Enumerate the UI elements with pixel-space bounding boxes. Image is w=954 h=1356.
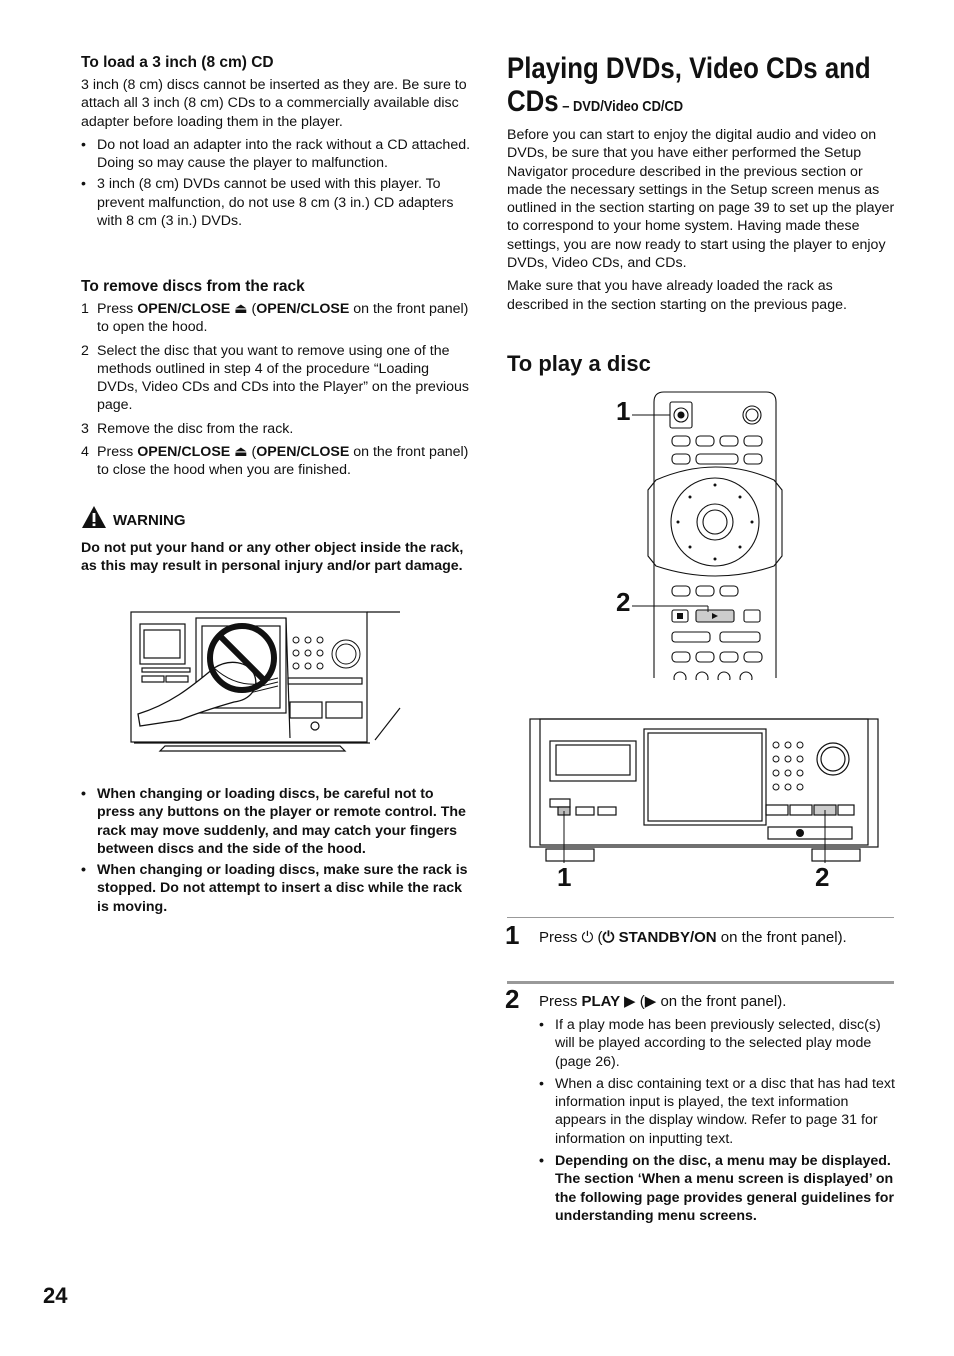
list-item: • When a disc containing text or a disc that has had text information input is played, the text information appears in the display window. Refer to page 31 for information on inputting text. (539, 1075, 895, 1147)
step-item: 4 Press OPEN/CLOSE ⏏ (OPEN/CLOSE on the front panel) to close the hood when you are finished. (81, 444, 469, 479)
load-3inch-heading: To load a 3 inch (8 cm) CD (81, 54, 274, 71)
play-disc-heading: To play a disc (507, 351, 651, 376)
list-item: • Do not load an adapter into the rack without a CD attached. Doing so may cause the player to malfunction. (81, 136, 471, 172)
step-item: 1 Press OPEN/CLOSE ⏏ (OPEN/CLOSE on the front panel) to open the hood. (81, 301, 469, 336)
step-item: 3 Remove the disc from the rack. (81, 420, 294, 437)
remove-discs-section (81, 278, 473, 480)
divider (507, 917, 894, 918)
warning-label: WARNING (113, 512, 186, 529)
page-title: Playing DVDs, Video CDs and CDs – DVD/Video CD/CD (507, 52, 871, 118)
step-2-number: 2 (505, 984, 520, 1014)
remote-control-illustration (612, 390, 792, 680)
divider (507, 981, 894, 984)
list-item: • If a play mode has been previously selected, disc(s) will be played according to the selected play mode (page 26). (539, 1017, 881, 1070)
callout-front-2: 2 (815, 862, 830, 892)
intro-text (507, 126, 895, 314)
warning-triangle-icon (81, 505, 107, 529)
caution-list (81, 785, 473, 916)
callout-2: 2 (616, 587, 631, 617)
warning-text: Do not put your hand or any other object inside the rack, as this may result in personal injury and/or part damage. (81, 540, 464, 575)
step-2-text: Press PLAY ▶ (▶ on the front panel). (539, 993, 787, 1010)
list-item: • When changing or loading discs, be careful not to press any buttons on the player or remote control. The rack may move suddenly, and may catch your fingers between discs and the side of the hood. (81, 786, 466, 857)
list-item: • When changing or loading discs, make sure the rack is stopped. Do not attempt to insert a disc while the rack is moving. (81, 862, 468, 915)
step-1-text: Press ⏻ (⏻ STANDBY/ON on the front panel). (539, 929, 847, 946)
warning-block (81, 505, 473, 576)
step-1-number: 1 (505, 920, 520, 950)
rack-hand-warning-illustration (130, 608, 402, 753)
page-number: 24 (43, 1283, 68, 1308)
front-panel-illustration (528, 715, 880, 865)
remove-discs-heading: To remove discs from the rack (81, 278, 305, 295)
list-item: • 3 inch (8 cm) DVDs cannot be used with this player. To prevent malfunction, do not use 8 cm (3 in.) CD adapters with 8 cm (3 in.) DVDs. (81, 176, 454, 230)
load-3inch-section (81, 54, 473, 230)
callout-front-1: 1 (557, 862, 572, 892)
list-item: • Depending on the disc, a menu may be displayed. The section ‘When a menu screen is displayed’ on the following page provides general guidelines for understanding menu screens. (539, 1153, 894, 1224)
intro-paragraph: Before you can start to enjoy the digital audio and video on DVDs, be sure that you have either performed the Setup Navigator procedure described in the previous section or made the necessary settings in the Setup screen menus as outlined in the section starting on page 39 to set up the player to correspond to your home system. Having made these settings, you are now ready to start using the player to enjoy DVDs, Video CDs, and CDs. (507, 127, 895, 272)
step-2-notes (539, 1016, 895, 1225)
step-item: 2 Select the disc that you want to remove using one of the methods outlined in step 4 of the procedure “Loading DVDs, Video CDs and CDs into the Player” on the previous page. (81, 342, 469, 414)
callout-1: 1 (616, 396, 631, 426)
intro-paragraph-2: Make sure that you have already loaded the rack as described in the section starting on the previous page. (507, 278, 847, 313)
load-3inch-intro: 3 inch (8 cm) discs cannot be inserted as they are. Be sure to attach all 3 inch (8 cm) CDs to a commercially available disc adapter before loading them in the player. (81, 77, 467, 130)
